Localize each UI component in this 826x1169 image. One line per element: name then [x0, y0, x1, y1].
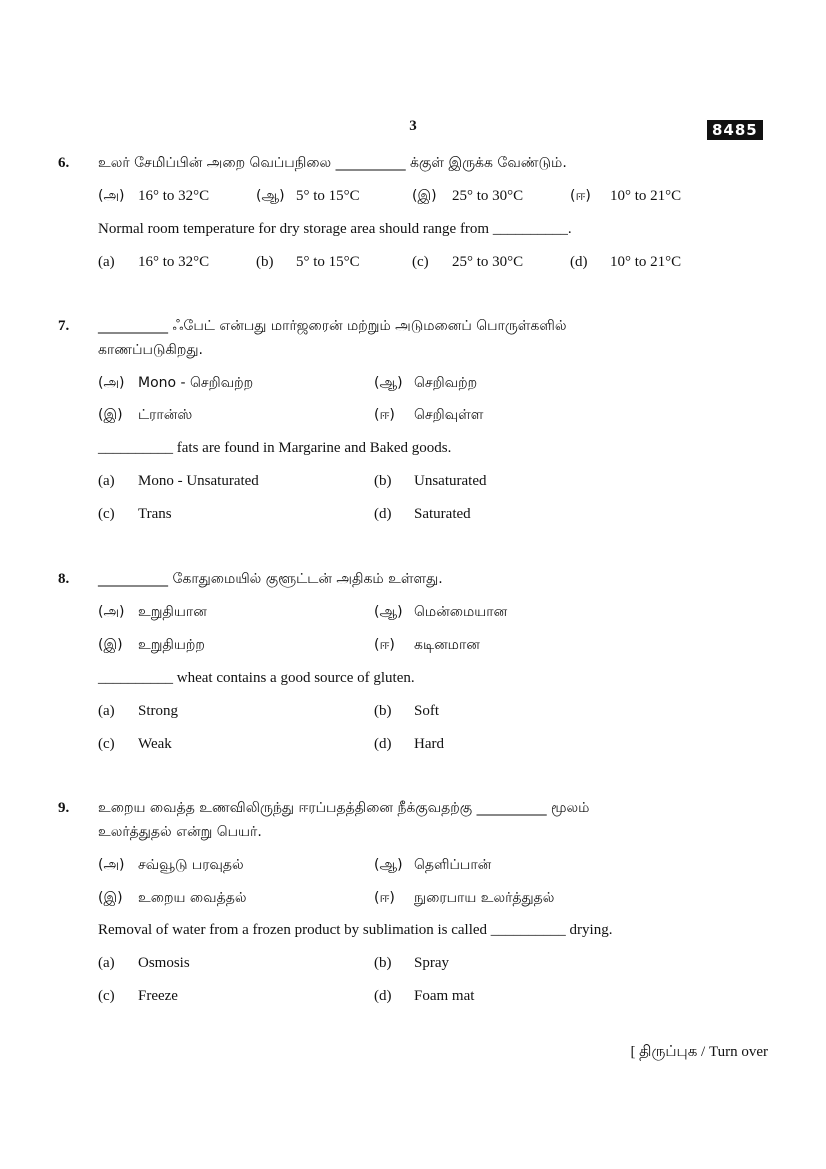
option-text: Hard — [414, 736, 444, 752]
option — [374, 637, 480, 655]
option-text: Weak — [138, 736, 172, 752]
option — [374, 407, 483, 425]
option-text: கடினமான — [414, 637, 480, 653]
option — [98, 988, 178, 1005]
option-label: (b) — [374, 955, 392, 971]
option-label: (d) — [374, 506, 392, 522]
option-label: (இ) — [98, 637, 123, 653]
option-label: (a) — [98, 473, 115, 489]
option-text: செறிவற்ற — [414, 375, 478, 391]
option-text: Saturated — [414, 506, 471, 522]
option-text: 16° to 32°C — [138, 254, 210, 270]
option-text: சவ்வூடு பரவுதல் — [138, 857, 244, 873]
option-label: (அ) — [98, 857, 125, 873]
option — [412, 188, 523, 206]
option — [570, 188, 681, 206]
option — [98, 407, 192, 425]
option-label: (இ) — [98, 407, 123, 423]
option-text: ட்ரான்ஸ் — [138, 407, 193, 423]
option-text: Mono - Unsaturated — [138, 473, 259, 489]
option — [570, 254, 681, 271]
option — [374, 955, 449, 972]
option — [412, 254, 523, 271]
option — [374, 703, 439, 720]
question-number: 6. — [58, 155, 70, 171]
question-english-stem: __________ fats are found in Margarine and Baked goods. — [98, 440, 452, 456]
option-label: (d) — [570, 254, 588, 270]
option — [374, 506, 471, 523]
option-text: உறுதியான — [138, 604, 207, 620]
option-text: 10° to 21°C — [610, 254, 682, 270]
option-text: செறிவுள்ள — [414, 407, 484, 423]
option — [98, 473, 259, 490]
option-text: நுரைபாய உலர்த்துதல் — [414, 890, 555, 906]
option-text: தெளிப்பான் — [414, 857, 492, 873]
option — [256, 254, 360, 271]
option-label: (ஈ) — [374, 407, 395, 423]
option-text: Mono - செறிவற்ற — [138, 375, 254, 391]
option-text: Soft — [414, 703, 440, 719]
option-label: (d) — [374, 988, 392, 1004]
option — [98, 955, 190, 972]
option — [374, 890, 554, 908]
option-text: 25° to 30°C — [452, 254, 524, 270]
option-text: Foam mat — [414, 988, 475, 1004]
option — [98, 375, 253, 393]
option — [374, 604, 507, 622]
option-label: (ஆ) — [256, 188, 285, 204]
option-label: (b) — [374, 703, 392, 719]
option-label: (c) — [98, 988, 115, 1004]
option-label: (ஈ) — [374, 637, 395, 653]
option-text: உறுதியற்ற — [138, 637, 205, 653]
option-label: (ஆ) — [374, 604, 403, 620]
question-tamil-stem: உறைய வைத்த உணவிலிருந்து ஈரப்பதத்தினை நீக்குவதற்கு __________ மூலம் — [98, 800, 590, 816]
question-english-stem: Normal room temperature for dry storage area should range from __________. — [98, 221, 572, 237]
option-label: (b) — [374, 473, 392, 489]
option — [374, 375, 477, 393]
option-text: மென்மையான — [414, 604, 508, 620]
question-tamil-stem-continued: உலர்த்துதல் என்று பெயர். — [98, 824, 262, 840]
option-label: (ஆ) — [374, 857, 403, 873]
option-label: (a) — [98, 254, 115, 270]
option — [374, 473, 486, 490]
option-label: (b) — [256, 254, 274, 270]
question-number: 8. — [58, 571, 70, 587]
option-text: 5° to 15°C — [296, 254, 360, 270]
option-text: 25° to 30°C — [452, 188, 524, 204]
paper-code-badge: 8485 — [707, 120, 763, 140]
option-label: (ஈ) — [374, 890, 395, 906]
option — [98, 604, 207, 622]
option-label: (d) — [374, 736, 392, 752]
option-text: 16° to 32°C — [138, 188, 210, 204]
option — [98, 857, 244, 875]
option-text: 10° to 21°C — [610, 188, 682, 204]
option — [256, 188, 360, 206]
question-tamil-stem: உலர் சேமிப்பின் அறை வெப்பநிலை __________ க்குள் இருக்க வேண்டும். — [98, 155, 567, 171]
turn-over-note: [ திருப்புக / Turn over — [630, 1044, 768, 1060]
question-tamil-stem-continued: காணப்படுகிறது. — [98, 342, 204, 358]
option-label: (அ) — [98, 188, 125, 204]
option-text: Unsaturated — [414, 473, 487, 489]
option-text: Freeze — [138, 988, 178, 1004]
question-tamil-stem: __________ கோதுமையில் குளூட்டன் அதிகம் உள்ளது. — [98, 571, 443, 587]
question-english-stem: __________ wheat contains a good source of gluten. — [98, 670, 415, 686]
option — [98, 188, 209, 206]
option-label: (c) — [98, 506, 115, 522]
option-label: (ஆ) — [374, 375, 403, 391]
option-text: 5° to 15°C — [296, 188, 360, 204]
option-text: உறைய வைத்தல் — [138, 890, 247, 906]
option-label: (அ) — [98, 604, 125, 620]
option — [374, 857, 491, 875]
option — [374, 988, 474, 1005]
option — [98, 254, 209, 271]
option-text: Osmosis — [138, 955, 190, 971]
option — [98, 506, 172, 523]
option-label: (இ) — [98, 890, 123, 906]
option-label: (a) — [98, 955, 115, 971]
option-label: (ஈ) — [570, 188, 591, 204]
option-label: (அ) — [98, 375, 125, 391]
option — [98, 703, 178, 720]
option-text: Spray — [414, 955, 449, 971]
option-label: (a) — [98, 703, 115, 719]
option — [98, 637, 205, 655]
option — [374, 736, 444, 753]
question-number: 9. — [58, 800, 70, 816]
option — [98, 736, 172, 753]
option — [98, 890, 246, 908]
question-english-stem: Removal of water from a frozen product by sublimation is called __________ drying. — [98, 922, 613, 938]
option-label: (இ) — [412, 188, 437, 204]
page-number: 3 — [409, 118, 417, 134]
option-label: (c) — [98, 736, 115, 752]
option-label: (c) — [412, 254, 429, 270]
option-text: Strong — [138, 703, 179, 719]
question-number: 7. — [58, 318, 70, 334]
option-text: Trans — [138, 506, 172, 522]
question-tamil-stem: __________ ஃபேட் என்பது மார்ஜரைன் மற்றும் அடுமனைப் பொருள்களில் — [98, 318, 567, 334]
